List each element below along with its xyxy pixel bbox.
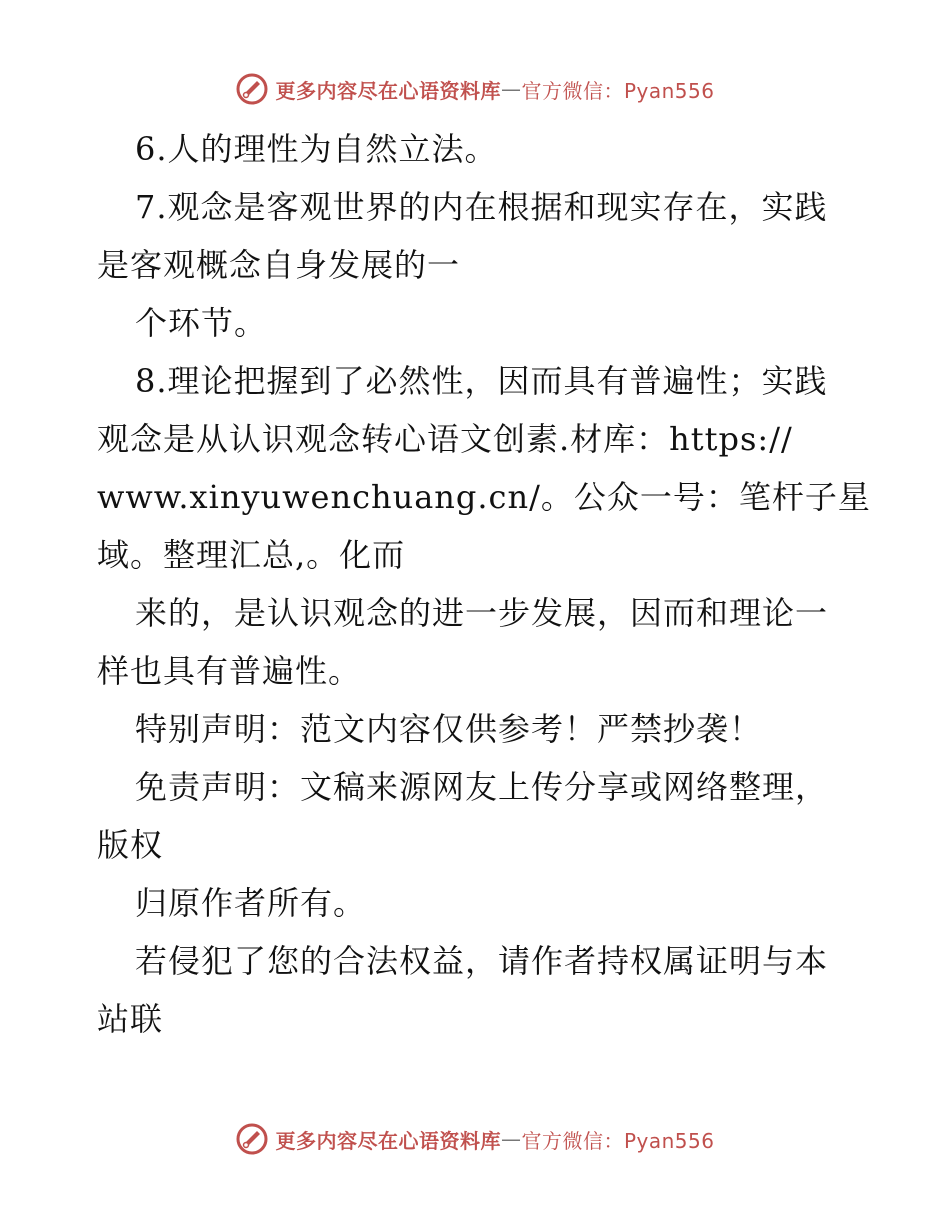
brand-logo-icon [235, 1122, 269, 1156]
watermark-separator: — [500, 77, 522, 101]
text-line: 8.理论把握到了必然性，因而具有普遍性；实践 [135, 362, 828, 400]
watermark-contact: 官方微信：Pyan556 [521, 78, 715, 103]
text-line: 个环节。 [135, 304, 268, 342]
text-line: 是客观概念自身发展的一 [97, 246, 461, 284]
brand-logo-icon [235, 72, 269, 106]
document-body [97, 120, 871, 1048]
text-line: 样也具有普遍性。 [97, 652, 362, 690]
watermark-brand: 更多内容尽在心语资料库 [275, 1128, 501, 1153]
watermark-brand: 更多内容尽在心语资料库 [275, 78, 501, 103]
text-line: 版权 [97, 826, 164, 864]
text-line: 免责声明：文稿来源网友上传分享或网络整理， [135, 768, 829, 806]
text-line: 来的，是认识观念的进一步发展，因而和理论一 [135, 594, 829, 632]
text-line: www.xinyuwenchuang.cn/。公众一号：笔杆子星 [97, 478, 871, 516]
watermark-separator: — [500, 1127, 522, 1151]
text-line: 归原作者所有。 [135, 884, 367, 922]
text-line: 7.观念是客观世界的内在根据和现实存在，实践 [135, 188, 828, 226]
watermark-contact: 官方微信：Pyan556 [521, 1128, 715, 1153]
text-line: 6.人的理性为自然立法。 [135, 130, 498, 168]
text-line: 观念是从认识观念转心语文创素.材库：https:// [97, 420, 793, 458]
text-line: 特别声明：范文内容仅供参考！严禁抄袭！ [135, 710, 763, 748]
text-line: 站联 [97, 1000, 164, 1038]
header-watermark [0, 72, 950, 106]
text-line: 若侵犯了您的合法权益，请作者持权属证明与本 [135, 942, 829, 980]
footer-watermark [0, 1122, 950, 1156]
text-line: 域。整理汇总,。化而 [97, 536, 406, 574]
